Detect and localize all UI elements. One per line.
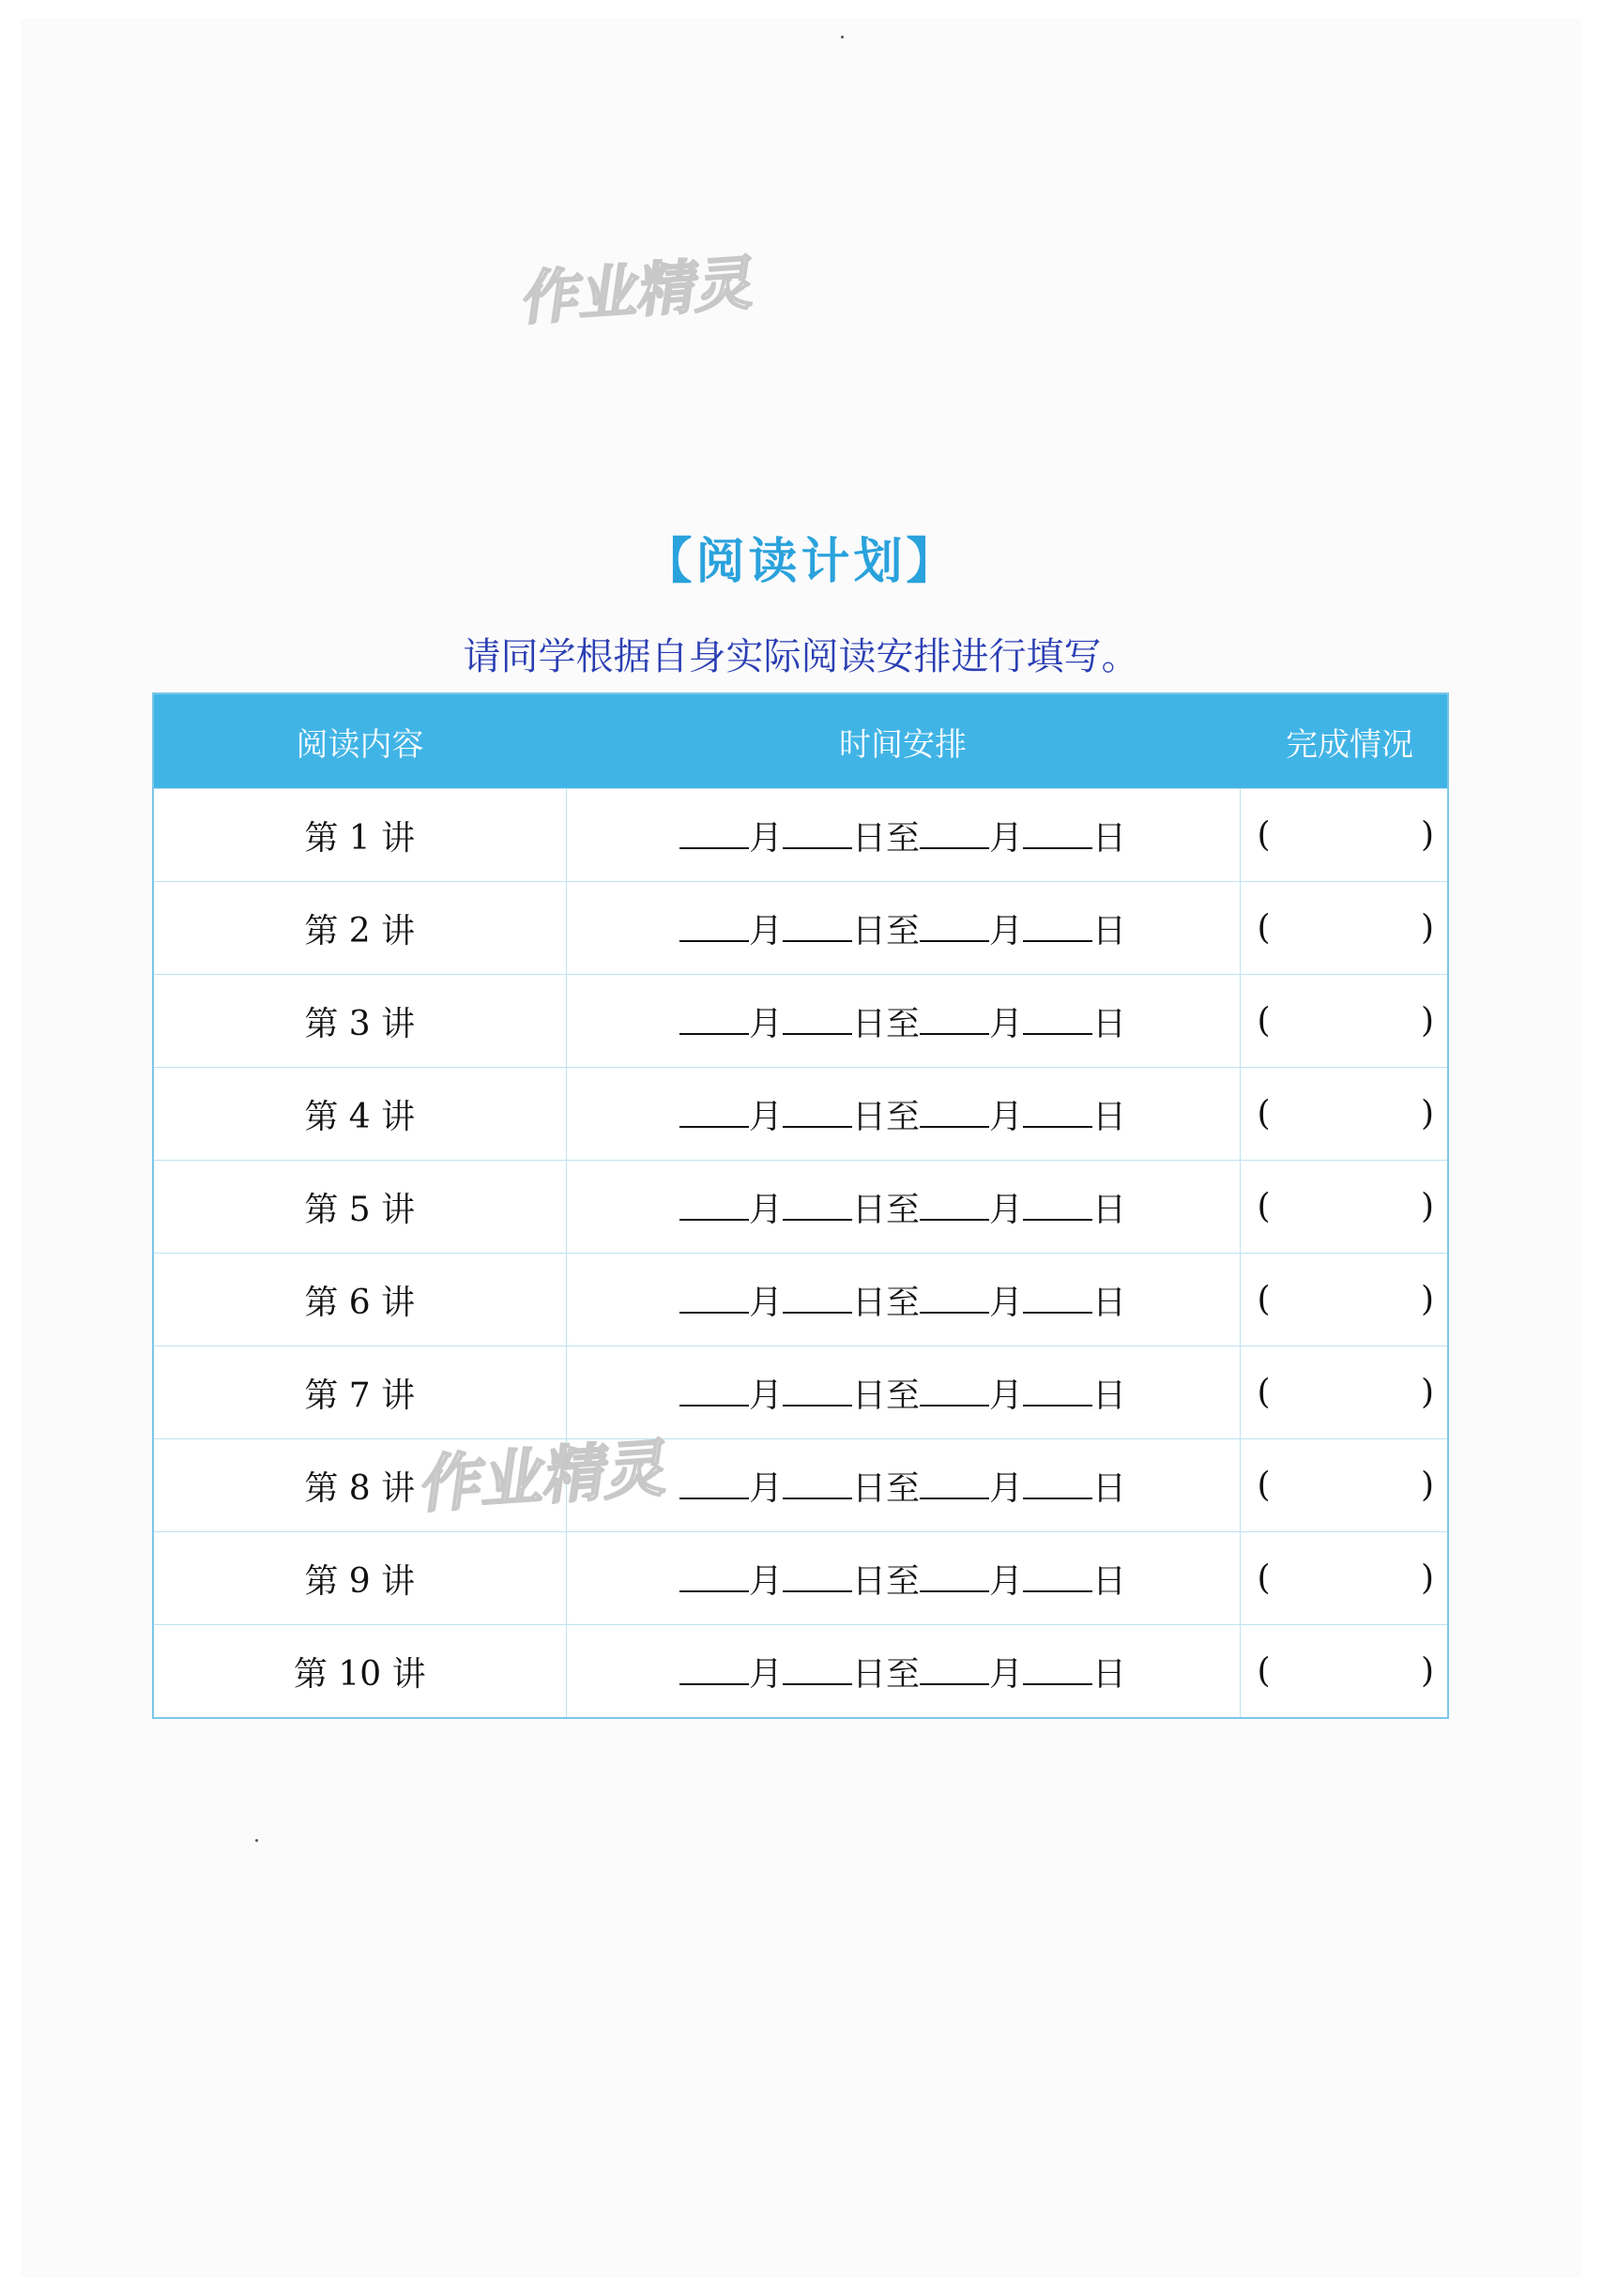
date-unit-label: 至 (885, 1561, 920, 1601)
date-unit-label: 日 (1092, 1561, 1127, 1601)
date-blank-field[interactable] (920, 1005, 989, 1035)
status-cell[interactable] (1240, 1068, 1448, 1161)
table-row (153, 1532, 1448, 1625)
date-blank-field[interactable] (920, 1191, 989, 1221)
lecture-cell: 第 4 讲 (153, 1068, 566, 1161)
date-unit-label: 日 (851, 1004, 886, 1043)
date-unit-label: 月 (748, 1283, 783, 1322)
date-blank-field[interactable] (1023, 1191, 1092, 1221)
status-close-paren: ) (1420, 1094, 1434, 1133)
date-unit-label: 日 (851, 1468, 886, 1508)
status-open-paren: ( (1257, 815, 1271, 855)
date-unit-label: 月 (989, 1468, 1024, 1508)
date-blank-field[interactable] (679, 1284, 749, 1314)
watermark: 作业精灵 (518, 247, 761, 334)
table-row (153, 1439, 1448, 1532)
schedule-cell (566, 789, 1240, 882)
lecture-cell: 第 3 讲 (153, 975, 566, 1068)
status-cell[interactable] (1240, 1346, 1448, 1439)
date-unit-label: 日 (1092, 1468, 1127, 1508)
date-unit-label: 月 (989, 1376, 1024, 1415)
status-close-paren: ) (1420, 1280, 1434, 1319)
table-row (153, 1346, 1448, 1439)
status-close-paren: ) (1420, 908, 1434, 948)
date-blank-field[interactable] (783, 1562, 852, 1592)
date-unit-label: 日 (1092, 1097, 1127, 1136)
schedule-cell (566, 882, 1240, 975)
scan-speck (255, 1839, 258, 1842)
date-blank-field[interactable] (679, 819, 749, 849)
date-blank-field[interactable] (1023, 1655, 1092, 1685)
schedule-cell (566, 1532, 1240, 1625)
date-unit-label: 月 (989, 1561, 1024, 1601)
date-unit-label: 至 (885, 1654, 920, 1694)
date-blank-field[interactable] (920, 1562, 989, 1592)
date-blank-field[interactable] (783, 1655, 852, 1685)
date-unit-label: 日 (1092, 1004, 1127, 1043)
date-blank-field[interactable] (679, 1376, 749, 1406)
date-blank-field[interactable] (920, 1284, 989, 1314)
date-unit-label: 月 (989, 1190, 1024, 1229)
status-close-paren: ) (1420, 815, 1434, 855)
lecture-cell: 第 2 讲 (153, 882, 566, 975)
status-open-paren: ( (1257, 1559, 1271, 1598)
date-unit-label: 月 (748, 1376, 783, 1415)
table-row (153, 1625, 1448, 1719)
scan-speck (841, 36, 844, 38)
date-blank-field[interactable] (783, 1098, 852, 1128)
date-unit-label: 月 (748, 1004, 783, 1043)
date-unit-label: 日 (1092, 1190, 1127, 1229)
date-unit-label: 至 (885, 911, 920, 950)
date-blank-field[interactable] (783, 1376, 852, 1406)
date-blank-field[interactable] (679, 1191, 749, 1221)
date-unit-label: 至 (885, 1376, 920, 1415)
date-blank-field[interactable] (1023, 1376, 1092, 1406)
date-blank-field[interactable] (783, 912, 852, 942)
date-unit-label: 至 (885, 1283, 920, 1322)
instruction-text: 请同学根据自身实际阅读安排进行填写。 (463, 635, 1139, 678)
header-content: 阅读内容 (153, 693, 566, 789)
date-blank-field[interactable] (1023, 819, 1092, 849)
status-open-paren: ( (1257, 1094, 1271, 1133)
table-row (153, 975, 1448, 1068)
date-blank-field[interactable] (783, 1005, 852, 1035)
table-row (153, 1161, 1448, 1254)
date-unit-label: 日 (1092, 1283, 1127, 1322)
date-unit-label: 月 (748, 1561, 783, 1601)
date-unit-label: 月 (748, 1468, 783, 1508)
header-schedule: 时间安排 (566, 693, 1240, 789)
lecture-cell: 第 1 讲 (153, 789, 566, 882)
date-blank-field[interactable] (783, 1284, 852, 1314)
lecture-cell: 第 10 讲 (153, 1625, 566, 1719)
date-unit-label: 日 (851, 1190, 886, 1229)
date-blank-field[interactable] (1023, 1562, 1092, 1592)
schedule-cell (566, 1068, 1240, 1161)
status-close-paren: ) (1420, 1187, 1434, 1226)
date-unit-label: 至 (885, 818, 920, 858)
date-blank-field[interactable] (920, 819, 989, 849)
date-unit-label: 月 (748, 1097, 783, 1136)
lecture-cell: 第 6 讲 (153, 1254, 566, 1346)
page-title: 【阅读计划】 (643, 534, 959, 590)
status-open-paren: ( (1257, 1373, 1271, 1412)
date-unit-label: 日 (851, 818, 886, 858)
date-unit-label: 日 (851, 1097, 886, 1136)
table-row (153, 1254, 1448, 1346)
status-cell[interactable] (1240, 1625, 1448, 1719)
lecture-cell: 第 5 讲 (153, 1161, 566, 1254)
date-blank-field[interactable] (920, 1469, 989, 1499)
table-body (153, 789, 1448, 1719)
schedule-cell (566, 975, 1240, 1068)
status-open-paren: ( (1257, 1280, 1271, 1319)
date-unit-label: 日 (851, 1654, 886, 1694)
date-blank-field[interactable] (679, 1562, 749, 1592)
date-unit-label: 日 (1092, 911, 1127, 950)
date-unit-label: 日 (851, 1283, 886, 1322)
status-cell[interactable] (1240, 1161, 1448, 1254)
table-row (153, 882, 1448, 975)
date-blank-field[interactable] (679, 1005, 749, 1035)
status-close-paren: ) (1420, 1001, 1434, 1041)
date-unit-label: 日 (1092, 818, 1127, 858)
date-blank-field[interactable] (1023, 1005, 1092, 1035)
status-open-paren: ( (1257, 1651, 1271, 1691)
date-unit-label: 日 (851, 1561, 886, 1601)
date-blank-field[interactable] (920, 1098, 989, 1128)
date-unit-label: 日 (1092, 1654, 1127, 1694)
date-blank-field[interactable] (679, 912, 749, 942)
status-open-paren: ( (1257, 1001, 1271, 1041)
date-unit-label: 月 (748, 818, 783, 858)
date-unit-label: 月 (748, 911, 783, 950)
date-unit-label: 月 (989, 1004, 1024, 1043)
status-close-paren: ) (1420, 1559, 1434, 1598)
table-header-row (153, 693, 1448, 789)
schedule-cell (566, 1161, 1240, 1254)
schedule-cell (566, 1254, 1240, 1346)
date-blank-field[interactable] (679, 1098, 749, 1128)
status-close-paren: ) (1420, 1373, 1434, 1412)
lecture-cell: 第 7 讲 (153, 1346, 566, 1439)
date-blank-field[interactable] (1023, 1284, 1092, 1314)
date-unit-label: 月 (989, 911, 1024, 950)
date-unit-label: 至 (885, 1004, 920, 1043)
date-unit-label: 月 (989, 1097, 1024, 1136)
date-blank-field[interactable] (679, 1469, 749, 1499)
date-blank-field[interactable] (920, 1376, 989, 1406)
date-blank-field[interactable] (1023, 912, 1092, 942)
lecture-cell: 第 8 讲 (153, 1439, 566, 1532)
date-unit-label: 至 (885, 1468, 920, 1508)
date-unit-label: 月 (748, 1654, 783, 1694)
status-open-paren: ( (1257, 908, 1271, 948)
date-unit-label: 日 (851, 1376, 886, 1415)
schedule-cell (566, 1625, 1240, 1719)
date-blank-field[interactable] (1023, 1469, 1092, 1499)
date-unit-label: 月 (989, 1283, 1024, 1322)
status-open-paren: ( (1257, 1187, 1271, 1226)
status-cell[interactable] (1240, 1532, 1448, 1625)
lecture-cell: 第 9 讲 (153, 1532, 566, 1625)
date-unit-label: 月 (989, 818, 1024, 858)
date-unit-label: 月 (748, 1190, 783, 1229)
date-blank-field[interactable] (783, 819, 852, 849)
table-row (153, 1068, 1448, 1161)
watermark: 作业精灵 (416, 1431, 675, 1522)
status-cell[interactable] (1240, 789, 1448, 882)
date-blank-field[interactable] (920, 1655, 989, 1685)
date-unit-label: 月 (989, 1654, 1024, 1694)
date-blank-field[interactable] (783, 1191, 852, 1221)
reading-plan-table (152, 692, 1449, 1719)
table-row (153, 789, 1448, 882)
date-unit-label: 至 (885, 1097, 920, 1136)
date-unit-label: 日 (1092, 1376, 1127, 1415)
status-cell[interactable] (1240, 1254, 1448, 1346)
status-open-paren: ( (1257, 1466, 1271, 1505)
date-blank-field[interactable] (783, 1469, 852, 1499)
status-cell[interactable] (1240, 975, 1448, 1068)
status-cell[interactable] (1240, 1439, 1448, 1532)
date-blank-field[interactable] (679, 1655, 749, 1685)
date-blank-field[interactable] (1023, 1098, 1092, 1128)
status-close-paren: ) (1420, 1651, 1434, 1691)
date-unit-label: 日 (851, 911, 886, 950)
date-unit-label: 至 (885, 1190, 920, 1229)
date-blank-field[interactable] (920, 912, 989, 942)
status-cell[interactable] (1240, 882, 1448, 975)
status-close-paren: ) (1420, 1466, 1434, 1505)
header-status: 完成情况 (1240, 693, 1448, 789)
